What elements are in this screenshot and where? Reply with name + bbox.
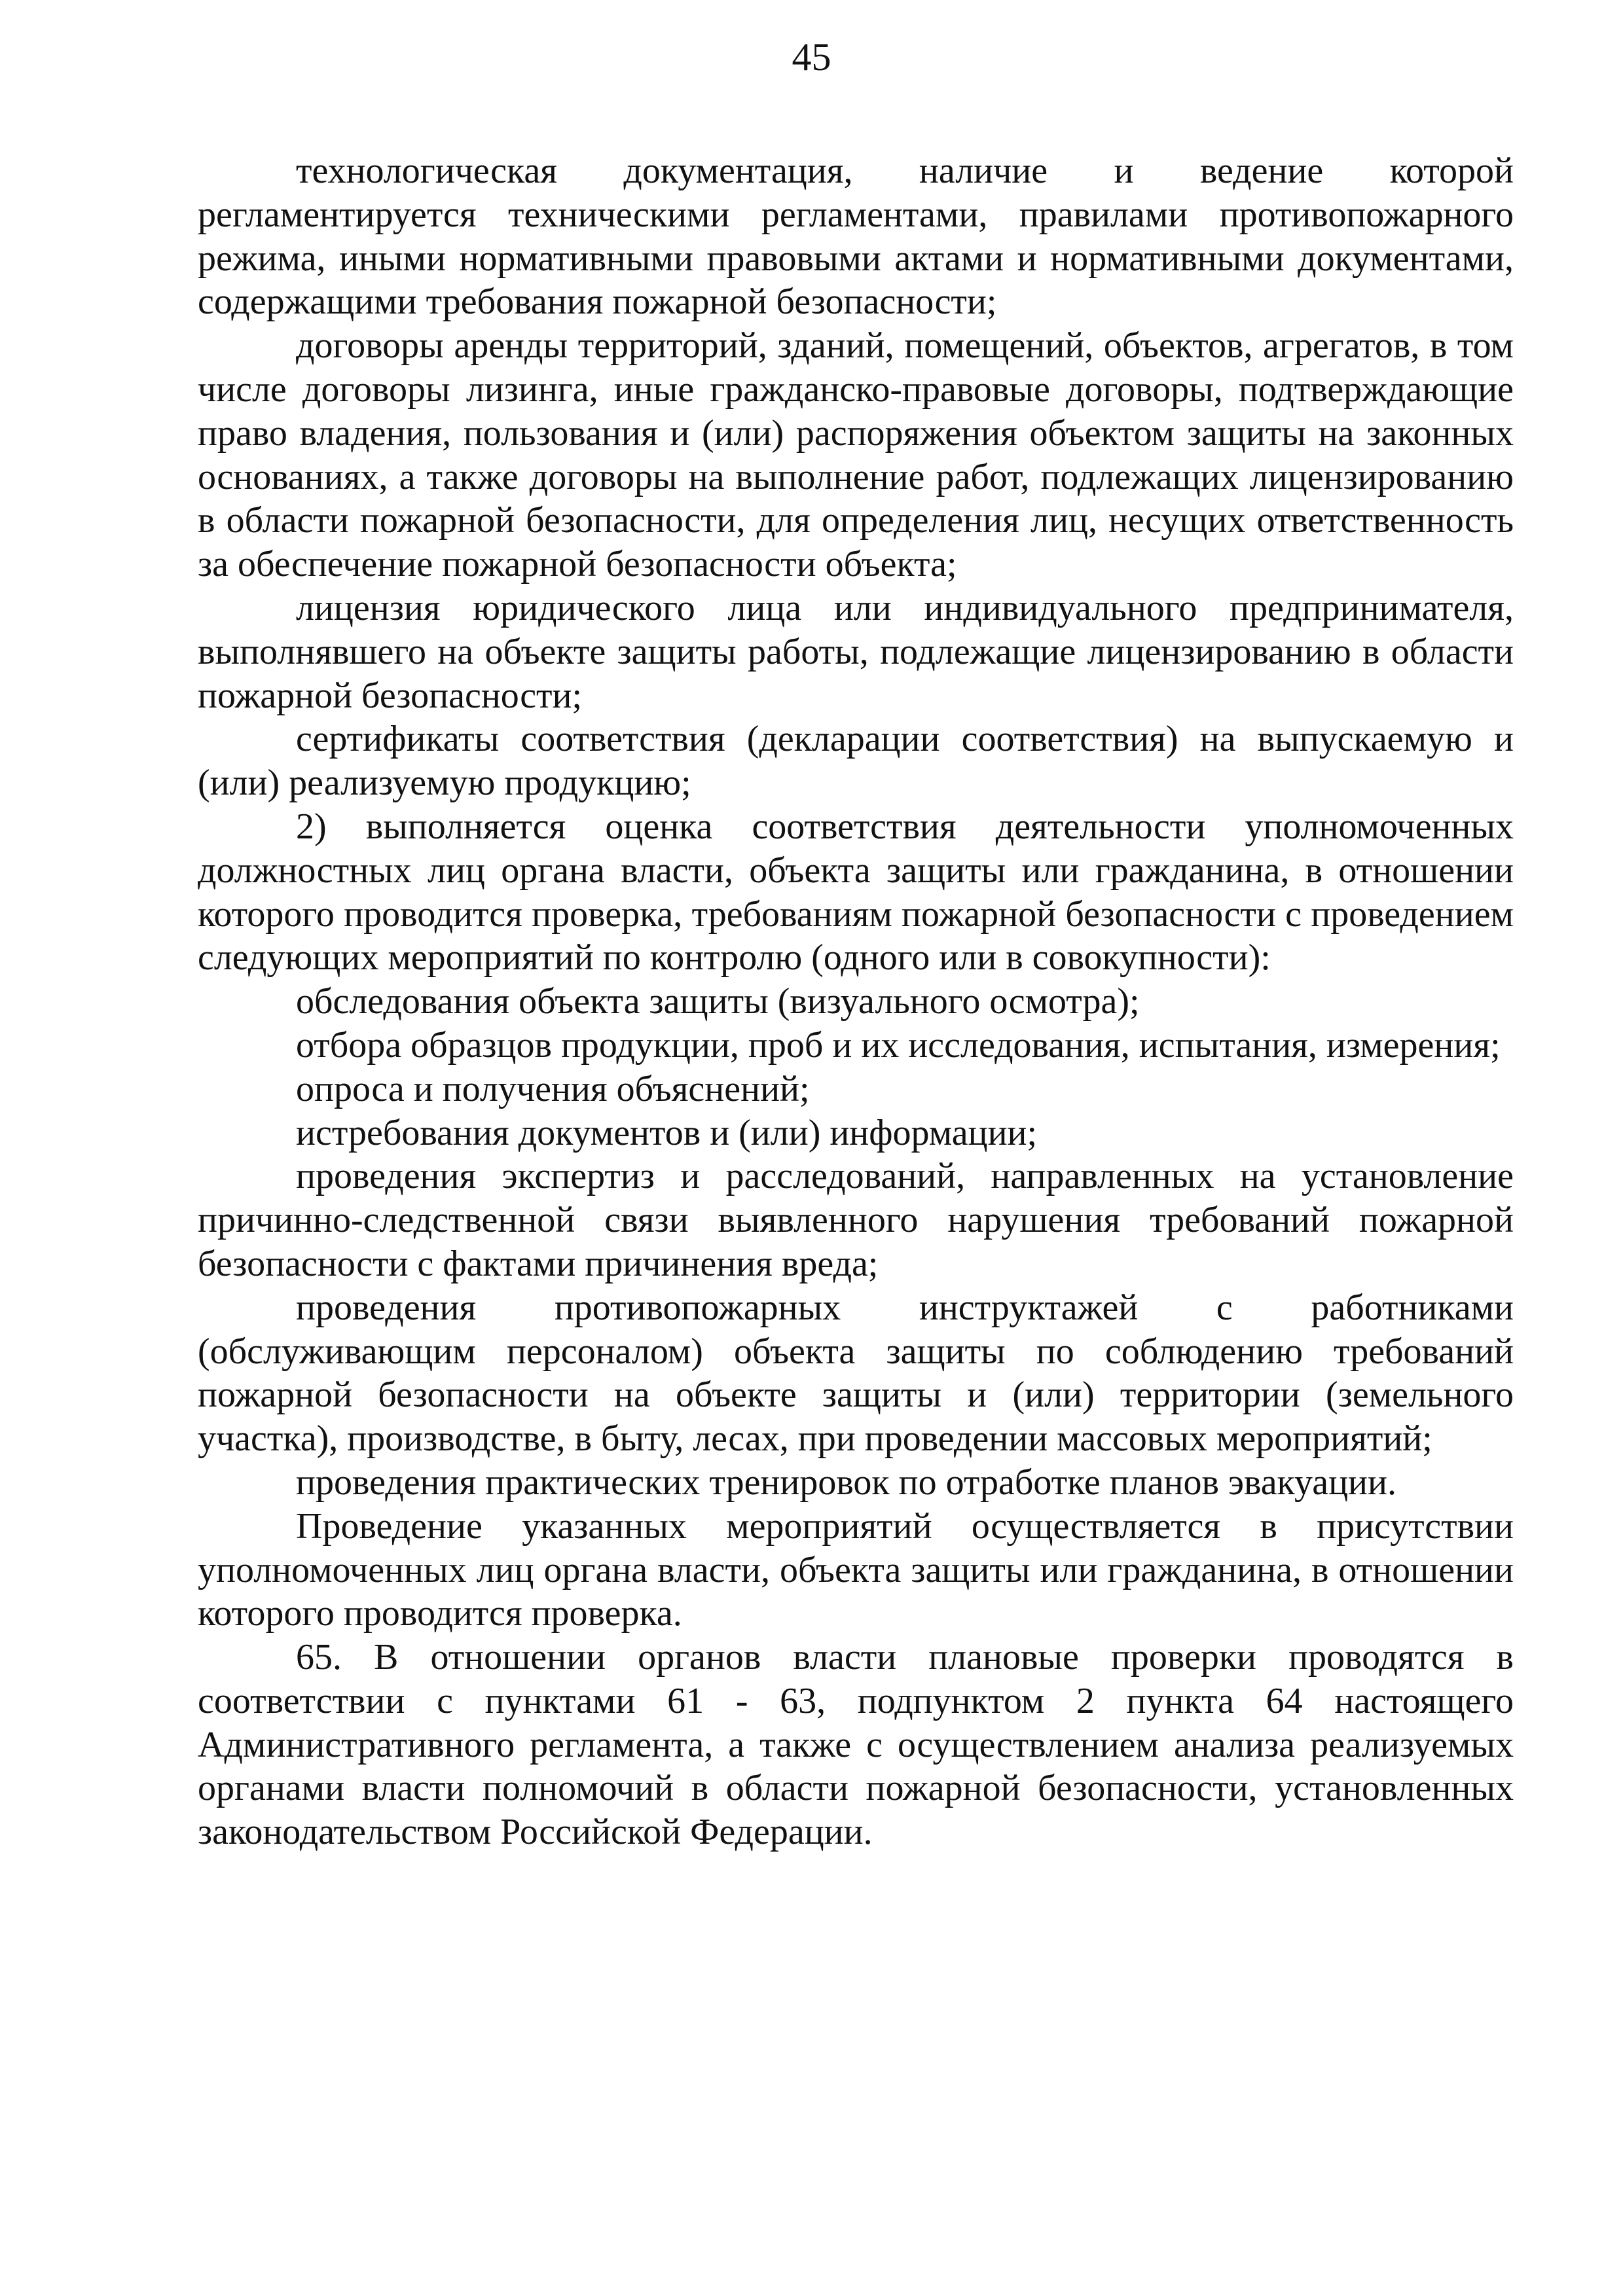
paragraph-license: лицензия юридического лица или индивидуального предпринимателя, выполнявшего на объекте защиты работы, подлежащие лицензированию в области пожарной безопасности;	[198, 587, 1514, 716]
page-number: 45	[792, 35, 831, 79]
list-item-questioning: опроса и получения объяснений;	[296, 1068, 810, 1109]
paragraph-technological-documentation: технологическая документация, наличие и ведение которой регламентируется техническими регламентами, правилами противопожарного режима, иными нормативными правовыми актами и нормативными документами, содержащими требования пожарной безопасности;	[198, 151, 1514, 323]
paragraph-presence: Проведение указанных мероприятий осуществляется в присутствии уполномоченных лиц органа власти, объекта защиты или гражданина, в отношении которого проводится проверка.	[198, 1505, 1514, 1634]
paragraph-clause-65: 65. В отношении органов власти плановые проверки проводятся в соответствии с пунктами 61 - 63, подпунктом 2 пункта 64 настоящего Административного регламента, а также с осуществлением анализа реализуемых органами власти полномочий в области пожарной безопасности, установленных законодательством Российской Федерации.	[198, 1637, 1514, 1853]
paragraph-lease-contracts: договоры аренды территорий, зданий, помещений, объектов, агрегатов, в том числе договоры лизинга, иные гражданско-правовые договоры, подтверждающие право владения, пользования и (или) распоряжения объектом защиты на законных основаниях, а также договоры на выполнение работ, подлежащих лицензированию в области пожарной безопасности, для определения лиц, несущих ответственность за обеспечение пожарной безопасности объекта;	[198, 325, 1514, 585]
paragraph-certificates: сертификаты соответствия (декларации соответствия) на выпускаемую и (или) реализуемую продукцию;	[198, 719, 1514, 804]
list-item-inspection: обследования объекта защиты (визуального осмотра);	[296, 981, 1140, 1022]
list-item-evacuation-drills: проведения практических тренировок по отработке планов эвакуации.	[296, 1462, 1396, 1503]
paragraph-compliance-assessment: 2) выполняется оценка соответствия деятельности уполномоченных должностных лиц органа власти, объекта защиты или гражданина, в отношении которого проводится проверка, требованиям пожарной безопасности с проведением следующих мероприятий по контролю (одного или в совокупности):	[198, 806, 1514, 978]
list-item-sampling: отбора образцов продукции, проб и их исследования, испытания, измерения;	[296, 1024, 1501, 1066]
list-item-briefings: проведения противопожарных инструктажей с работниками (обслуживающим персоналом) объекта защиты по соблюдению требований пожарной безопасности на объекте защиты и (или) территории (земельного участка), производстве, в быту, лесах, при проведении массовых мероприятий;	[198, 1287, 1514, 1460]
list-item-expertise: проведения экспертиз и расследований, направленных на установление причинно-следственной связи выявленного нарушения требований пожарной безопасности с фактами причинения вреда;	[198, 1156, 1514, 1284]
list-item-document-request: истребования документов и (или) информации;	[296, 1112, 1038, 1153]
document-body	[198, 149, 1514, 1854]
